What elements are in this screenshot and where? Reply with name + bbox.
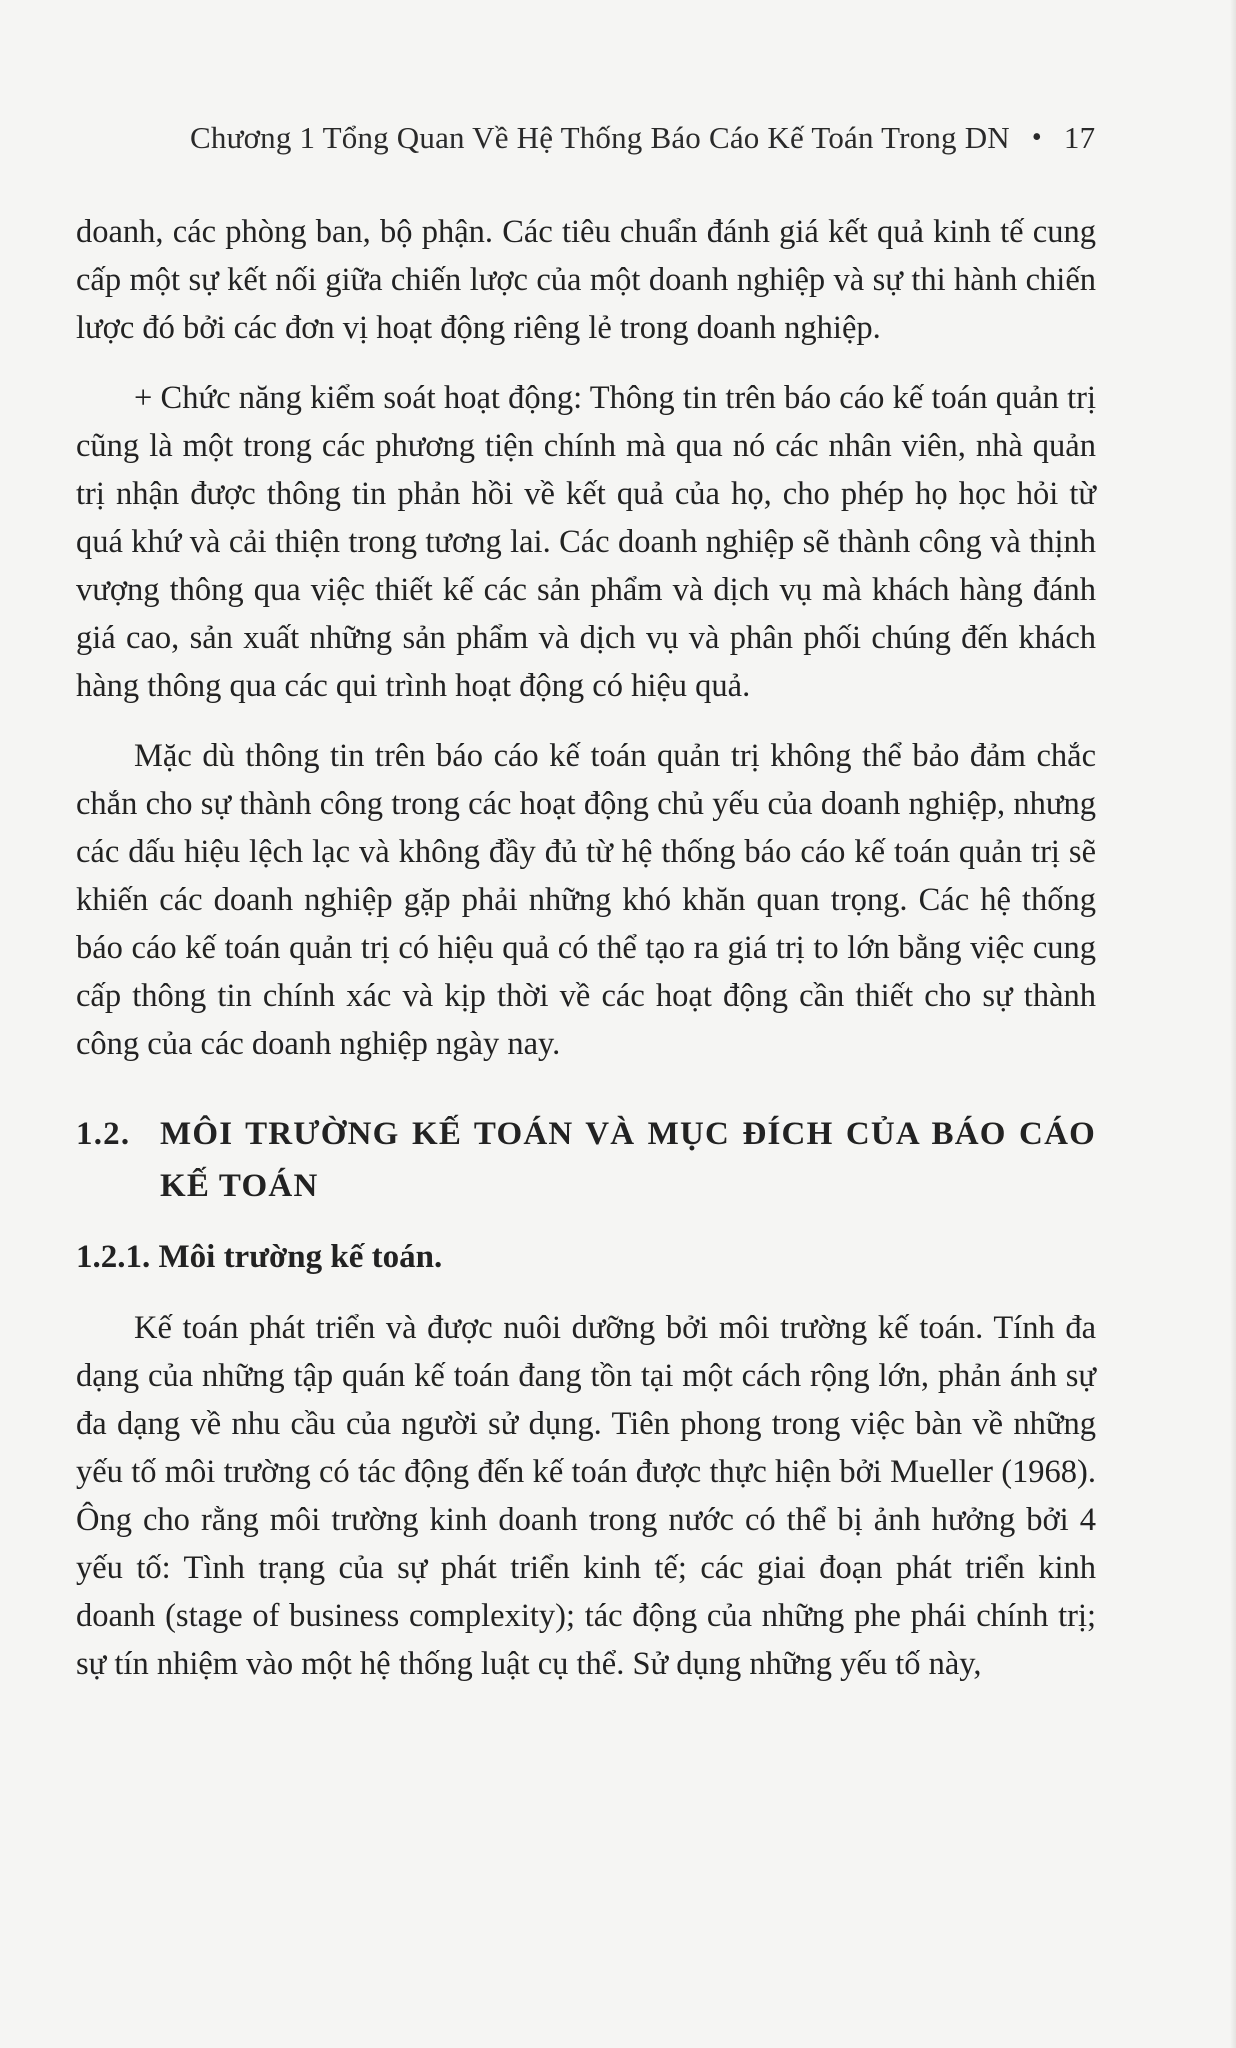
subsection-heading: 1.2.1. Môi trường kế toán. [76,1239,443,1275]
running-title: Chương 1 Tổng Quan Về Hệ Thống Báo Cáo Kế Toán Trong DN [190,120,1010,155]
header-bullet: • [1031,122,1042,153]
paragraph-continued: doanh, các phòng ban, bộ phận. Các tiêu chuẩn đánh giá kết quả kinh tế cung cấp một sự kết nối giữa chiến lược của một doanh nghiệp và sự thi hành chiến lược đó bởi các đơn vị hoạt động riêng lẻ trong doanh nghiệp. [76,214,1096,346]
section-title-text: MÔI TRƯỜNG KẾ TOÁN VÀ MỤC ĐÍCH CỦA BÁO CÁO KẾ TOÁN [160,1116,1096,1204]
paragraph-accounting-environment: Kế toán phát triển và được nuôi dưỡng bởi môi trường kế toán. Tính đa dạng của những tập quán kế toán đang tồn tại một cách rộng lớn, phản ánh sự đa dạng về nhu cầu của người sử dụng. Tiên phong trong việc bàn về những yếu tố môi trường có tác động đến kế toán được thực hiện bởi Mueller (1968). Ông cho rằng môi trường kinh doanh trong nước có thể bị ảnh hưởng bởi 4 yếu tố: Tình trạng của sự phát triển kinh tế; các giai đoạn phát triển kinh doanh (stage of business complexity); tác động của những phe phái chính trị; sự tín nhiệm vào một hệ thống luật cụ thể. Sử dụng những yếu tố này, [76,1310,1096,1682]
section-heading [76,1108,1096,1212]
page-edge-shadow [1230,0,1236,2048]
page-number: 17 [1063,120,1096,155]
paragraph-limitations: Mặc dù thông tin trên báo cáo kế toán quản trị không thể bảo đảm chắc chắn cho sự thành công trong các hoạt động chủ yếu của doanh nghiệp, nhưng các dấu hiệu lệch lạc và không đầy đủ từ hệ thống báo cáo kế toán quản trị sẽ khiến các doanh nghiệp gặp phải những khó khăn quan trọng. Các hệ thống báo cáo kế toán quản trị có hiệu quả có thể tạo ra giá trị to lớn bằng việc cung cấp thông tin chính xác và kịp thời về các hoạt động cần thiết cho sự thành công của các doanh nghiệp ngày nay. [76,738,1096,1062]
paragraph-control-function: + Chức năng kiểm soát hoạt động: Thông tin trên báo cáo kế toán quản trị cũng là một trong các phương tiện chính mà qua nó các nhân viên, nhà quản trị nhận được thông tin phản hồi về kết quả của họ, cho phép họ học hỏi từ quá khứ và cải thiện trong tương lai. Các doanh nghiệp sẽ thành công và thịnh vượng thông qua việc thiết kế các sản phẩm và dịch vụ mà khách hàng đánh giá cao, sản xuất những sản phẩm và dịch vụ và phân phối chúng đến khách hàng thông qua các qui trình hoạt động có hiệu quả. [76,380,1096,704]
running-header [190,120,1096,156]
section-number: 1.2. [76,1116,131,1152]
page-body [76,208,1096,1688]
